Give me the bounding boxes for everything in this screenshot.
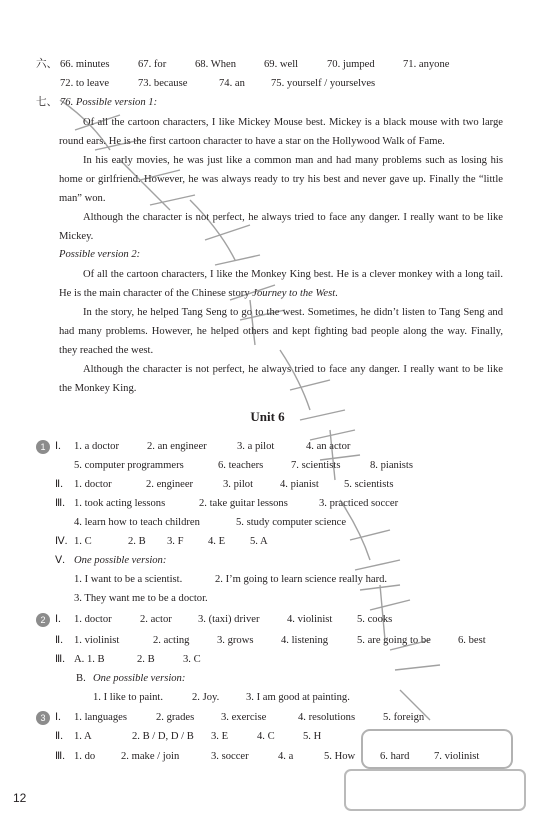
answer: 7. scientists xyxy=(291,460,341,471)
answer: 3. exercise xyxy=(221,712,267,723)
answer: 70. jumped xyxy=(327,59,375,70)
essay-text: . xyxy=(335,288,338,299)
answer: 3. I am good at painting. xyxy=(246,692,350,703)
answer: 4. resolutions xyxy=(298,712,356,723)
answer: 4. E xyxy=(208,536,226,547)
essay-paragraph: Although the character is not perfect, he always tried to face any danger. I really want to be like Mickey. xyxy=(59,212,503,242)
answer: 2. I’m going to learn science really hard. xyxy=(215,574,388,585)
answer: 6. hard xyxy=(380,751,410,762)
roman-label: Ⅳ. xyxy=(55,536,68,547)
answer: 3. grows xyxy=(217,635,254,646)
answer: 3. C xyxy=(183,654,201,665)
answer: 1. doctor xyxy=(74,479,112,490)
answer: 8. pianists xyxy=(370,460,413,471)
answer: 5. study computer science xyxy=(236,517,347,528)
page-number: 12 xyxy=(13,791,27,805)
part-number-badge: 2 xyxy=(36,613,50,627)
answer: 2. make / join xyxy=(121,751,180,762)
answer: 69. well xyxy=(264,59,299,70)
answer: 5. cooks xyxy=(357,614,393,625)
answer: 1. violinist xyxy=(74,635,120,646)
answer: 3. a pilot xyxy=(237,441,275,452)
answer: 1. doctor xyxy=(74,614,112,625)
answer: 4. learn how to teach children xyxy=(74,517,200,528)
answer: 3. pilot xyxy=(223,479,254,490)
roman-label: Ⅰ. xyxy=(55,614,61,625)
version2-label-text: Possible version 2: xyxy=(59,249,141,260)
answer: 1. C xyxy=(74,536,92,547)
answer: 1. languages xyxy=(74,712,127,723)
answer: 3. (taxi) driver xyxy=(198,614,260,625)
answer: 2. an engineer xyxy=(147,441,207,452)
answer: 66. minutes xyxy=(60,59,110,70)
answer: 3. E xyxy=(211,731,229,742)
answer: 4. C xyxy=(257,731,275,742)
answer: 4. violinist xyxy=(287,614,333,625)
roman-label: Ⅲ. xyxy=(55,751,65,762)
answer: 72. to leave xyxy=(60,78,110,89)
answer: 2. B / D, D / B xyxy=(132,731,194,742)
roman-label: Ⅲ. xyxy=(55,498,65,509)
answer: 5. foreign xyxy=(383,712,425,723)
answer: 1. a doctor xyxy=(74,441,120,452)
answer: 1. I like to paint. xyxy=(93,692,164,703)
answer: 3. They want me to be a doctor. xyxy=(74,593,208,604)
essay-text: Of all the cartoon characters, I like the Monkey King best. He is a clever monkey with a long tail. He is the main character of the Chinese story xyxy=(59,269,503,299)
answer: 2. grades xyxy=(156,712,195,723)
answer: 68. When xyxy=(195,59,236,70)
answer: 1. do xyxy=(74,751,96,762)
sec6-label: 六、 xyxy=(36,59,58,70)
site-logo xyxy=(345,730,525,810)
answer: 1. took acting lessons xyxy=(74,498,166,509)
answer: 71. anyone xyxy=(403,59,450,70)
answer: 6. teachers xyxy=(218,460,264,471)
answer: 2. engineer xyxy=(146,479,194,490)
roman-label: Ⅲ. xyxy=(55,654,65,665)
answer: 7. violinist xyxy=(434,751,480,762)
answer: 5. How xyxy=(324,751,356,762)
answer: 2. B xyxy=(137,654,155,665)
essay-paragraph: In his early movies, he was just like a common man and had many problems such as losing his home or girlfriend. However, he was always ready to try his best and never gave up. Finally the “little man” won. xyxy=(59,155,503,204)
book-title: Journey to the West xyxy=(252,288,336,299)
answer: 2. take guitar lessons xyxy=(199,498,288,509)
answer: A. 1. B xyxy=(74,654,105,665)
version1-label: 76. Possible version 1: xyxy=(60,97,158,108)
essay-paragraph: Although the character is not perfect, he always tried to face any danger. I really want to be like the Monkey King. xyxy=(59,364,503,394)
version-label: One possible version: xyxy=(74,555,167,566)
sub-label: B. xyxy=(76,673,86,684)
version-label: One possible version: xyxy=(93,673,186,684)
answer: 5. computer programmers xyxy=(74,460,184,471)
roman-label: Ⅴ. xyxy=(55,555,65,566)
answer: 4. an actor xyxy=(306,441,351,452)
essay-paragraph: Of all the cartoon characters, I like Mickey Mouse best. Mickey is a black mouse with two large round ears. He is the first cartoon character to have a star on the Hollywood Walk of Fame. xyxy=(59,117,503,147)
answer: 73. because xyxy=(138,78,188,89)
answer: 74. an xyxy=(219,78,245,89)
answer: 3. F xyxy=(167,536,184,547)
answer: 2. B xyxy=(128,536,146,547)
answer: 6. best xyxy=(458,635,486,646)
answer: 2. Joy. xyxy=(192,692,220,703)
unit-title: Unit 6 xyxy=(250,409,285,424)
answer: 2. actor xyxy=(140,614,172,625)
essay-paragraph: In the story, he helped Tang Seng to go to the west. Sometimes, he didn’t listen to Tang Seng and had many problems. However, he helped others and kept fighting bad people along the way. Finally, they reached the west. xyxy=(59,307,503,356)
answer: 67. for xyxy=(138,59,167,70)
answer: 4. a xyxy=(278,751,294,762)
answer: 1. A xyxy=(74,731,92,742)
roman-label: Ⅰ. xyxy=(55,712,61,723)
answer: 5. H xyxy=(303,731,322,742)
essay-paragraph xyxy=(59,265,503,303)
answer: 5. scientists xyxy=(344,479,394,490)
answer: 2. acting xyxy=(153,635,190,646)
part-number-badge: 3 xyxy=(36,711,50,725)
roman-label: Ⅱ. xyxy=(55,635,63,646)
answer: 3. practiced soccer xyxy=(319,498,399,509)
part-number-badge: 1 xyxy=(36,440,50,454)
roman-label: Ⅰ. xyxy=(55,441,61,452)
answer: 75. yourself / yourselves xyxy=(271,78,376,89)
answer: 4. listening xyxy=(281,635,329,646)
roman-label: Ⅱ. xyxy=(55,731,63,742)
answer: 5. are going to be xyxy=(357,635,431,646)
answer: 5. A xyxy=(250,536,268,547)
sec7-label: 七、 xyxy=(36,97,58,108)
answer: 1. I want to be a scientist. xyxy=(74,574,183,585)
answer: 3. soccer xyxy=(211,751,249,762)
answer: 4. pianist xyxy=(280,479,319,490)
roman-label: Ⅱ. xyxy=(55,479,63,490)
